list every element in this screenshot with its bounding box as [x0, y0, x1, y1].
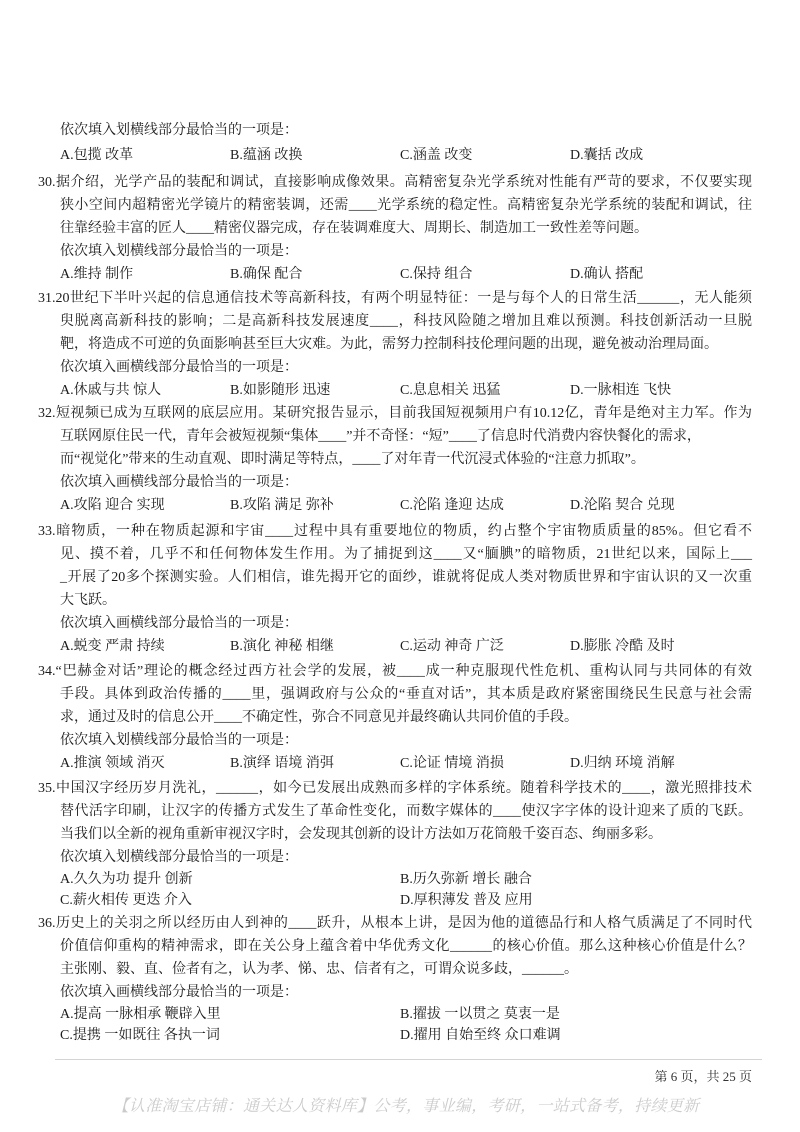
options-row [60, 635, 752, 658]
options-row [60, 890, 752, 912]
option-b: B.演化 神秘 相继 [230, 638, 334, 654]
question-text: 据介绍，光学产品的装配和调试，直接影响成像效果。高精密复杂光学系统对性能有严苛的要求，不仅要实现 [55, 174, 752, 190]
question-text: 中国汉字经历岁月洗礼，______，如今已发展出成熟而多样的字体系统。随着科学技术的____，激光照排技术 [55, 780, 752, 796]
options-row [60, 379, 752, 402]
question-34 [38, 660, 752, 775]
option-c: C.沦陷 逢迎 达成 [400, 498, 504, 513]
question-text-line: 臾脱离高新科技的影响；二是高新科技发展速度____，科技风险随之增加且难以预测。科技创新活动一旦脱 [60, 314, 752, 329]
option-a: A.维持 制作 [60, 266, 134, 282]
option-d: D.囊括 改成 [570, 147, 644, 163]
question-number: 34. [38, 663, 56, 679]
option-a: A.推演 领域 消灭 [60, 755, 165, 771]
question-text-line: 替代活字印刷，让汉字的传播方式发生了革命性变化，而数字媒体的____使汉字字体的设计迎来了质的飞跃。 [60, 803, 752, 819]
question-prompt: 依次填入划横线部分最恰当的一项是： [60, 849, 298, 865]
question-text-line [38, 912, 752, 935]
question-prompt: 依次填入画横线部分最恰当的一项是： [60, 360, 298, 375]
question-35 [38, 777, 752, 912]
question-text: 暗物质，一种在物质起源和宇宙____过程中具有重要地位的物质，约占整个宇宙物质质量的85%。但它看不 [55, 523, 752, 539]
question-text-line: 互联网原住民一代，青年会被短视频“集体____”并不奇怪：“短”____了信息时代消费内容快餐化的需求， [60, 429, 701, 444]
option-d: D.膨胀 冷酷 及时 [570, 638, 675, 654]
option-a: A.蜕变 严肃 持续 [60, 638, 165, 654]
option-d: D.沦陷 契合 兑现 [570, 498, 675, 513]
question-text-line: 价值信仰重构的精神需求，即在关公身上蕴含着中华优秀文化______的核心价值。那么这种核心价值是什么？ [60, 938, 752, 954]
question-text-line: 见、摸不着，几乎不和任何物体发生作用。为了捕捉到这____又“腼腆”的暗物质，21世纪以来，国际上___ [60, 546, 752, 562]
watermark: 【认准淘宝店铺：通关达人资料库】公考，事业编，考研，一站式备考，持续更新 [112, 1098, 700, 1115]
options-row [60, 869, 752, 891]
option-b: B.演绎 语境 消弭 [230, 755, 334, 771]
option-d: D.归纳 环境 消解 [570, 755, 675, 771]
question-text: 短视频已成为互联网的底层应用。某研究报告显示，目前我国短视频用户有10.12亿，青年是绝对主力军。作为 [55, 406, 752, 421]
option-b: B.擢拔 一以贯之 莫衷一是 [400, 1006, 560, 1022]
question-text-line: 而“视觉化”带来的生动直观、即时满足等特点，____了对年青一代沉浸式体验的“注意力抓取”。 [60, 452, 645, 467]
question-text-line: 主张刚、毅、直、俭者有之，认为孝、悌、忠、信者有之，可谓众说多歧，______。 [60, 961, 578, 977]
question-prompt: 依次填入画横线部分最恰当的一项是： [60, 984, 298, 1000]
option-a: A.休戚与共 惊人 [60, 383, 162, 398]
options-row [60, 1025, 752, 1047]
question-31 [38, 287, 752, 402]
option-d: D.确认 搭配 [570, 266, 644, 282]
options-row [60, 144, 752, 167]
question-text: “巴赫金对话”理论的概念经过西方社会学的发展，被____成一种克服现代性危机、重构认同与共同体的有效 [55, 663, 752, 679]
options-row [60, 752, 752, 775]
question-33 [38, 520, 752, 658]
option-a: A.提高 一脉相承 鞭辟入里 [60, 1006, 221, 1022]
question-prompt: 依次填入画横线部分最恰当的一项是： [60, 615, 298, 631]
option-c: C.息息相关 迅猛 [400, 383, 501, 398]
question-text-line: 手段。具体到政治传播的____里，强调政府与公众的“垂直对话”，其本质是政府紧密围绕民生民意与社会需 [60, 686, 752, 702]
option-d: D.擢用 自始至终 众口难调 [400, 1028, 561, 1043]
question-text-line: 当我们以全新的视角重新审视汉字时，会发现其创新的设计方法如万花筒般千姿百态、绚丽多彩。 [60, 826, 662, 842]
option-c: C.运动 神奇 广泛 [400, 638, 504, 654]
option-b: B.确保 配合 [230, 266, 303, 282]
question-number: 31. [38, 291, 56, 306]
option-a: A.包揽 改革 [60, 147, 134, 163]
question-number: 35. [38, 780, 56, 796]
question-text-line [38, 402, 752, 425]
option-a: A.攻陷 迎合 实现 [60, 498, 165, 513]
question-29-continuation [60, 119, 752, 167]
question-text-line: 大飞跃。 [60, 592, 116, 608]
option-d: D.一脉相连 飞快 [570, 383, 672, 398]
option-b: B.历久弥新 增长 融合 [400, 871, 532, 887]
option-c: C.保持 组合 [400, 266, 473, 282]
question-text: 历史上的关羽之所以经历由人到神的____跃升，从根本上讲，是因为他的道德品行和人格气质满足了不同时代 [55, 915, 752, 931]
question-prompt: 依次填入划横线部分最恰当的一项是： [60, 243, 298, 259]
option-b: B.攻陷 满足 弥补 [230, 498, 334, 513]
option-c: C.涵盖 改变 [400, 147, 473, 163]
question-32 [38, 402, 752, 517]
options-row [60, 1004, 752, 1026]
option-c: C.论证 情境 消损 [400, 755, 504, 771]
option-c: C.提携 一如既往 各执一词 [60, 1028, 220, 1043]
page-number: 第 6 页，共 25 页 [654, 1069, 752, 1084]
options-row [60, 494, 752, 517]
footer-divider [55, 1059, 762, 1060]
question-text-line [38, 287, 752, 310]
question-text-line: 狭小空间内超精密光学镜片的精密装调，还需____光学系统的稳定性。高精密复杂光学系统的装配和调试，往 [60, 197, 752, 213]
options-row [60, 263, 752, 286]
question-text: 20世纪下半叶兴起的信息通信技术等高新科技，有两个明显特征：一是与每个人的日常生活______，无人能须 [55, 291, 752, 306]
question-prompt: 依次填入划横线部分最恰当的一项是： [60, 122, 298, 138]
question-text-line [38, 520, 752, 543]
option-c: C.薪火相传 更迭 介入 [60, 893, 192, 908]
question-text-line: 往靠经验丰富的匠人____精密仪器完成，存在装调难度大、周期长、制造加工一致性差等问题。 [60, 220, 648, 236]
question-number: 32. [38, 406, 56, 421]
question-prompt: 依次填入画横线部分最恰当的一项是： [60, 475, 298, 490]
question-text-line: 靶，将造成不可逆的负面影响甚至巨大灾难。为此，需努力控制科技伦理问题的出现，避免被动治理局面。 [60, 337, 718, 352]
question-text-line: 求，通过及时的信息公开____不确定性，弥合不同意见并最终确认共同价值的手段。 [60, 709, 578, 725]
question-36 [38, 912, 752, 1047]
question-prompt: 依次填入划横线部分最恰当的一项是： [60, 732, 298, 748]
option-d: D.厚积薄发 普及 应用 [400, 893, 533, 908]
question-number: 30. [38, 174, 56, 190]
option-a: A.久久为功 提升 创新 [60, 871, 193, 887]
option-b: B.蕴涵 改换 [230, 147, 303, 163]
question-text-line [38, 660, 752, 683]
question-number: 33. [38, 523, 56, 539]
question-30 [38, 171, 752, 286]
question-text-line [38, 171, 752, 194]
question-text-line [38, 777, 752, 800]
option-b: B.如影随形 迅速 [230, 383, 331, 398]
question-number: 36. [38, 915, 56, 931]
question-text-line: _开展了20多个探测实验。人们相信，谁先揭开它的面纱，谁就将促成人类对物质世界和宇宙认识的又一次重 [60, 569, 752, 585]
